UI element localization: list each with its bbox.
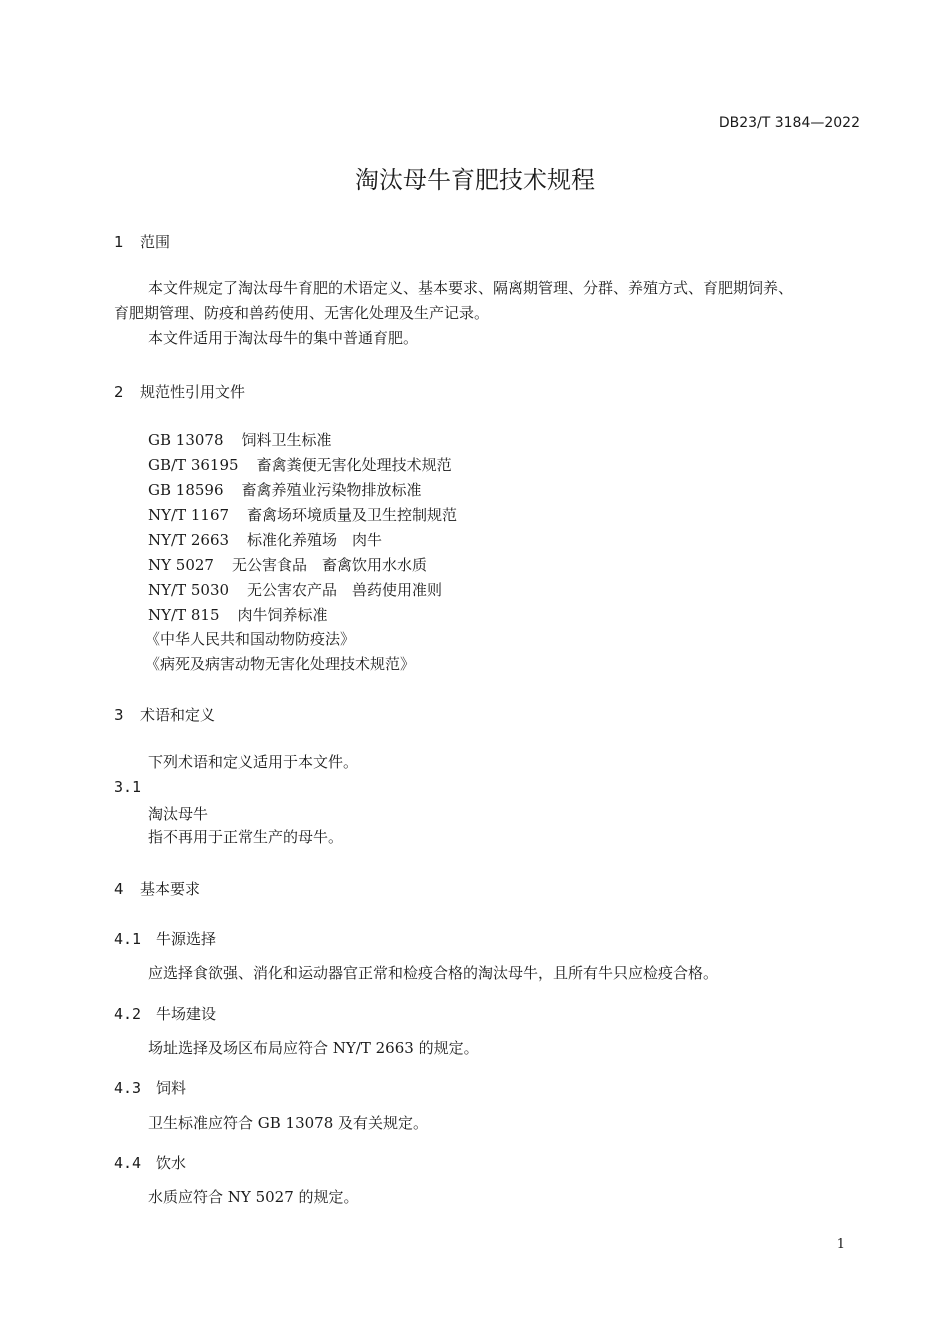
subsection-4-2-heading	[114, 1003, 216, 1024]
section-3-heading	[114, 704, 215, 725]
section-number: 4	[114, 880, 124, 898]
section-2-heading	[114, 381, 245, 402]
scope-applicability: 本文件适用于淘汰母牛的集中普通育肥。	[148, 329, 419, 347]
section-number: 2	[114, 383, 124, 401]
reference-code: NY/T 5030	[148, 581, 230, 599]
subsection-number: 4.3	[114, 1079, 142, 1097]
section-number: 1	[114, 233, 124, 251]
subsection-4-3-text: 卫生标准应符合 GB 13078 及有关规定。	[148, 1114, 429, 1132]
reference-item	[148, 479, 422, 500]
reference-item	[148, 604, 328, 625]
reference-item	[148, 504, 457, 525]
reference-code: NY 5027	[148, 556, 214, 574]
scope-paragraph-line-2: 育肥期管理、防疫和兽药使用、无害化处理及生产记录。	[114, 304, 490, 322]
reference-item	[148, 529, 382, 550]
subsection-title: 饲料	[156, 1079, 187, 1097]
reference-item	[148, 429, 332, 450]
terms-intro: 下列术语和定义适用于本文件。	[148, 753, 359, 771]
reference-title: 畜禽场环境质量及卫生控制规范	[247, 506, 458, 524]
section-1-heading	[114, 231, 170, 252]
section-title: 术语和定义	[140, 706, 216, 724]
term-number: 3.1	[114, 778, 142, 796]
subsection-4-3-heading	[114, 1077, 186, 1098]
subsection-title: 牛场建设	[156, 1005, 217, 1023]
reference-title: 标准化养殖场 肉牛	[247, 531, 383, 549]
reference-title: 肉牛饲养标准	[237, 606, 328, 624]
law-reference: 《病死及病害动物无害化处理技术规范》	[145, 655, 416, 673]
reference-code: GB 18596	[148, 481, 224, 499]
reference-code: NY/T 815	[148, 606, 220, 624]
subsection-4-4-text: 水质应符合 NY 5027 的规定。	[148, 1188, 359, 1206]
reference-code: NY/T 2663	[148, 531, 230, 549]
subsection-number: 4.2	[114, 1005, 142, 1023]
subsection-title: 牛源选择	[156, 930, 217, 948]
section-title: 范围	[140, 233, 171, 251]
reference-title: 无公害食品 畜禽饮用水水质	[231, 556, 427, 574]
reference-code: GB 13078	[148, 431, 224, 449]
subsection-number: 4.4	[114, 1154, 142, 1172]
term-name: 淘汰母牛	[148, 805, 209, 823]
document-number: DB23/T 3184—2022	[718, 115, 860, 131]
reference-title: 畜禽粪便无害化处理技术规范	[256, 456, 452, 474]
section-number: 3	[114, 706, 124, 724]
scope-paragraph-line-1: 本文件规定了淘汰母牛育肥的术语定义、基本要求、隔离期管理、分群、养殖方式、育肥期饲养、	[148, 279, 794, 297]
section-4-heading	[114, 878, 200, 899]
section-title: 基本要求	[140, 880, 201, 898]
subsection-4-1-heading	[114, 928, 216, 949]
document-title: 淘汰母牛育肥技术规程	[355, 166, 595, 194]
reference-item	[148, 454, 452, 475]
reference-title: 畜禽养殖业污染物排放标准	[241, 481, 422, 499]
subsection-title: 饮水	[156, 1154, 187, 1172]
reference-title: 无公害农产品 兽药使用准则	[247, 581, 443, 599]
section-title: 规范性引用文件	[140, 383, 246, 401]
reference-item	[148, 579, 442, 600]
law-reference: 《中华人民共和国动物防疫法》	[145, 630, 356, 648]
page-number: 1	[836, 1237, 845, 1252]
subsection-4-4-heading	[114, 1152, 186, 1173]
reference-code: GB/T 36195	[148, 456, 239, 474]
subsection-number: 4.1	[114, 930, 142, 948]
reference-title: 饲料卫生标准	[241, 431, 332, 449]
reference-code: NY/T 1167	[148, 506, 230, 524]
subsection-4-2-text: 场址选择及场区布局应符合 NY/T 2663 的规定。	[148, 1039, 479, 1057]
reference-item	[148, 554, 427, 575]
subsection-4-1-text: 应选择食欲强、消化和运动器官正常和检疫合格的淘汰母牛，且所有牛只应检疫合格。	[148, 964, 719, 982]
term-definition: 指不再用于正常生产的母牛。	[148, 828, 344, 846]
